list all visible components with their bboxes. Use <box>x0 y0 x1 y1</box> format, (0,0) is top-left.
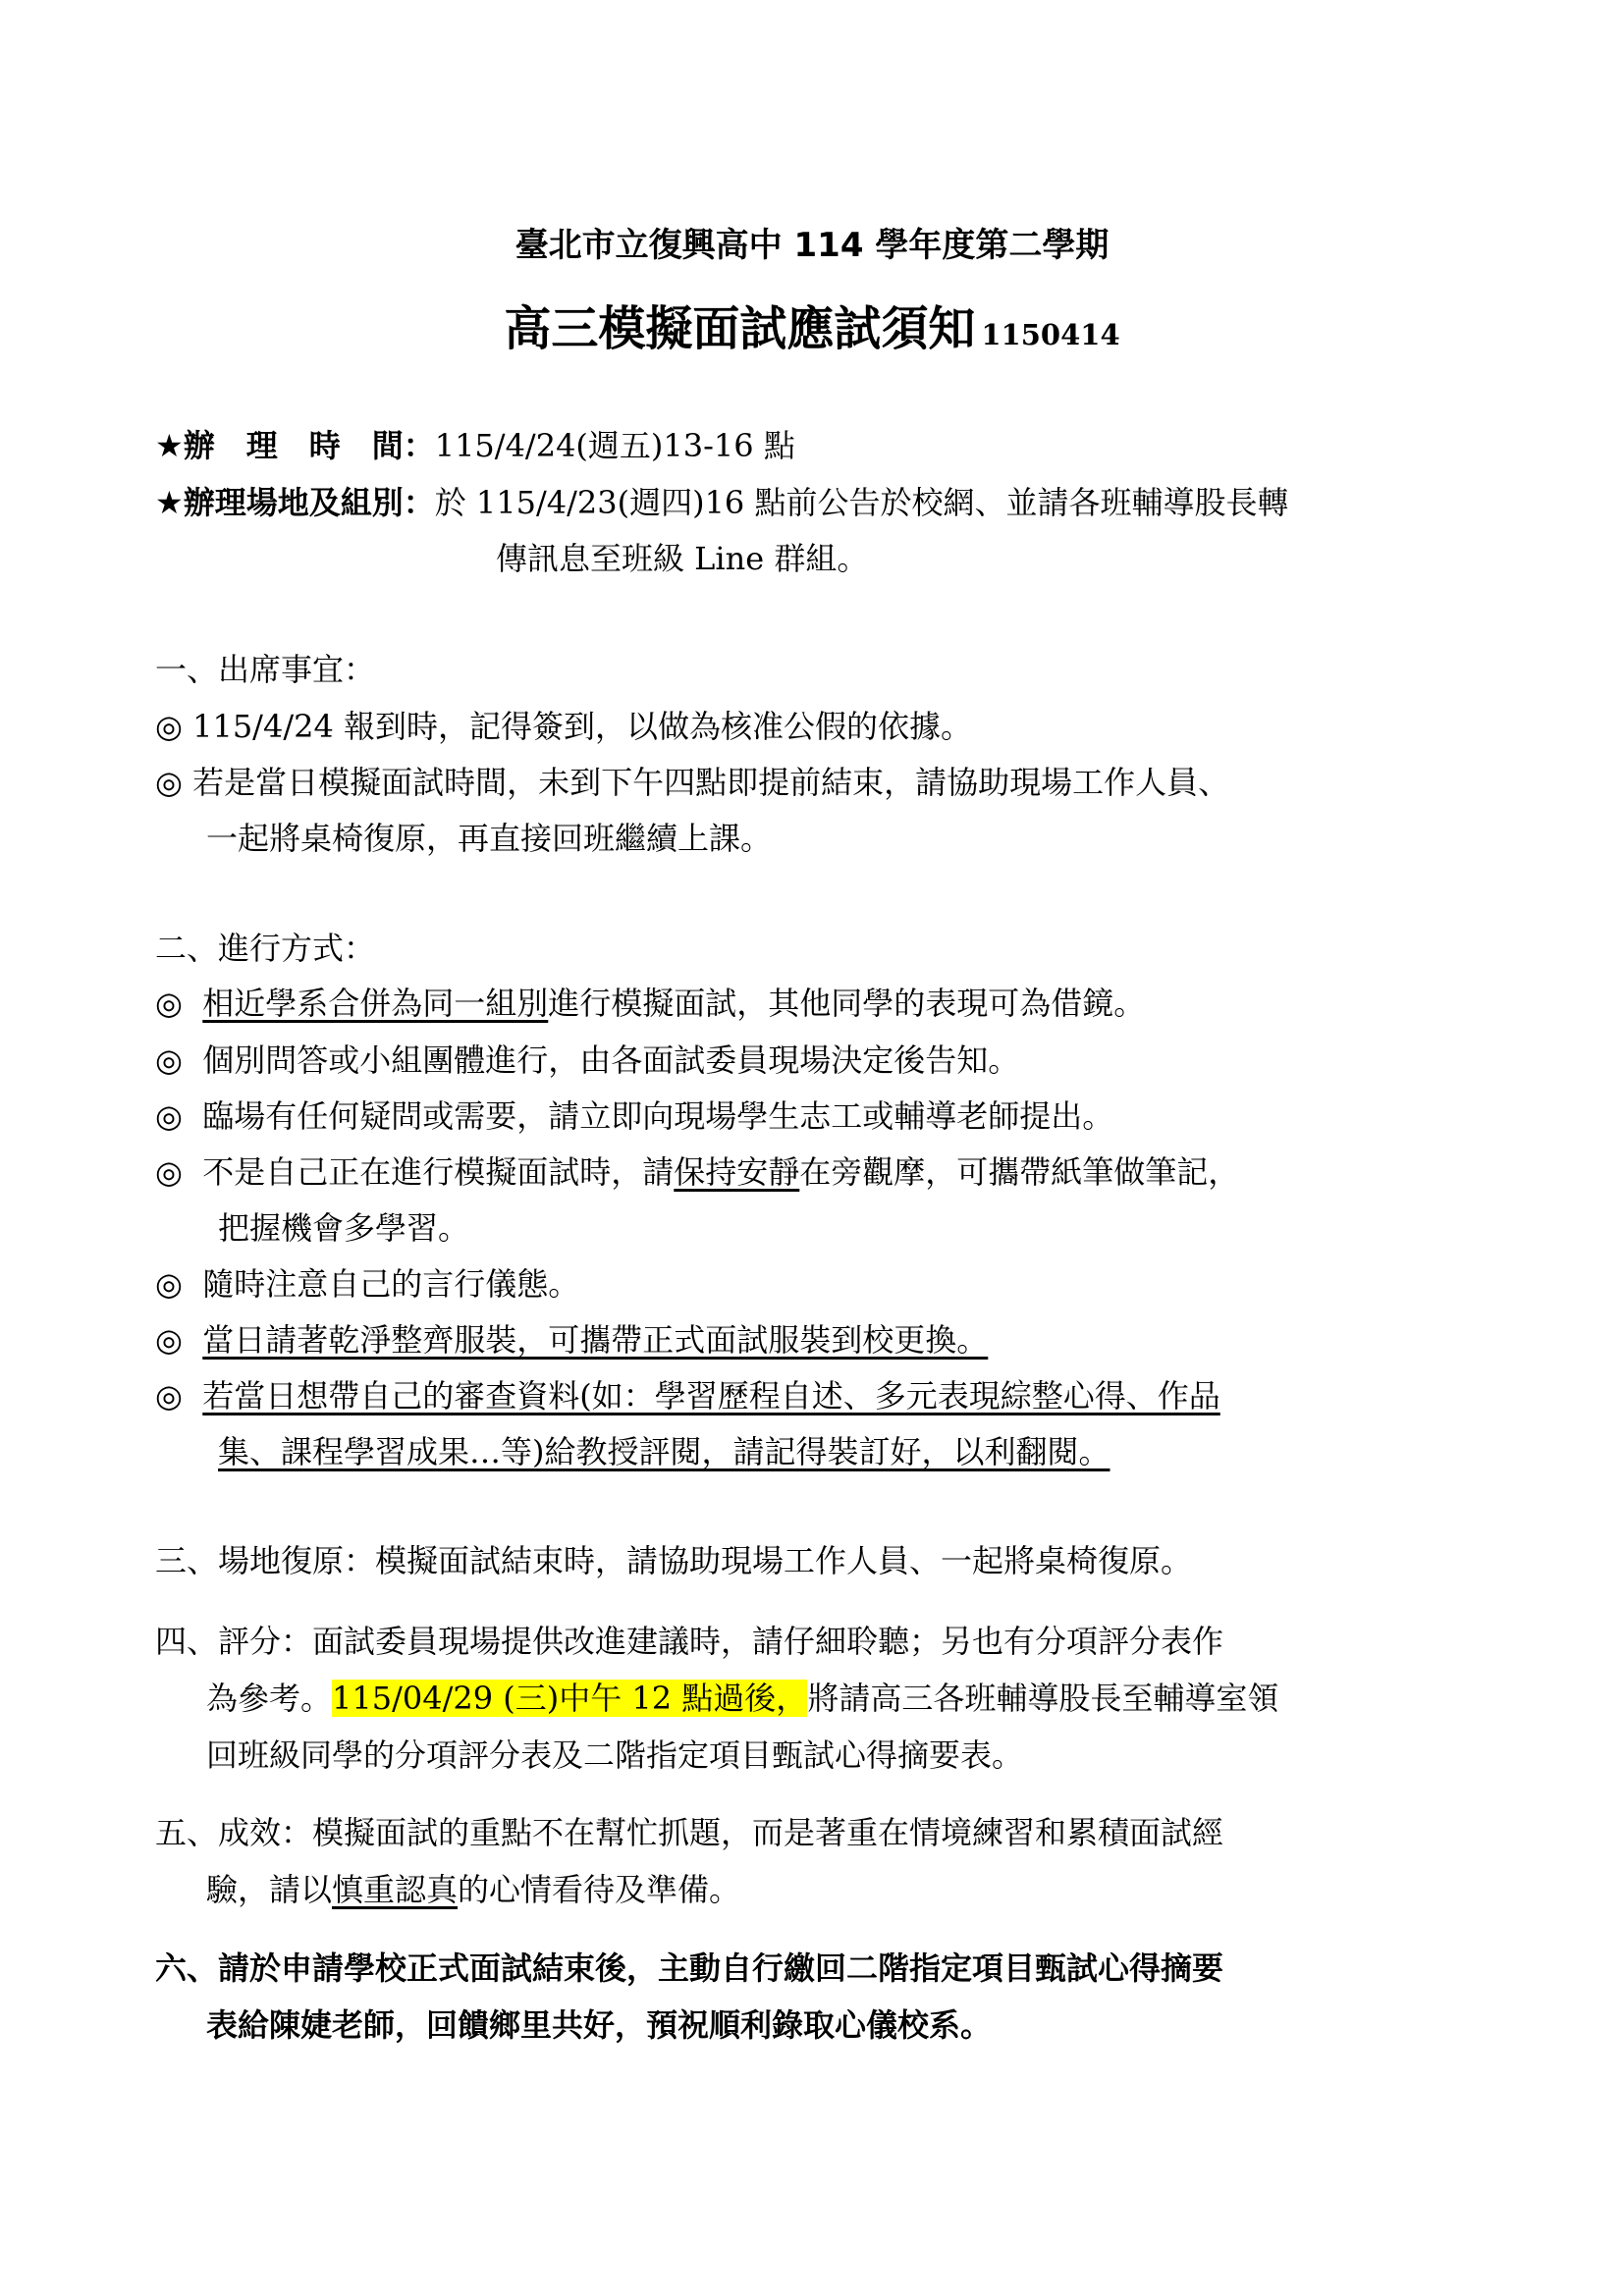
bullet-icon: ◎ <box>155 1097 183 1135</box>
venue-value-line1: 於 115/4/23(週四)16 點前公告於校網、並請各班輔導股長轉 <box>434 484 1289 521</box>
item-text: 臨場有任何疑問或需要，請立即向現場學生志工或輔導老師提出。 <box>202 1097 1114 1135</box>
bullet-icon: ◎ <box>155 1153 183 1191</box>
section4-line1: 四、評分：面試委員現場提供改進建議時，請仔細聆聽；另也有分項評分表作 <box>155 1623 1224 1660</box>
item-text: 將請高三各班輔導股長至輔導室領 <box>807 1680 1279 1717</box>
section5-line1: 五、成效：模擬面試的重點不在幫忙抓題，而是著重在情境練習和累積面試經 <box>155 1814 1224 1851</box>
title-text: 高三模擬面試應試須知 <box>504 301 976 356</box>
item-text: 不是自己正在進行模擬面試時，請 <box>202 1153 675 1191</box>
section2-item4-line1 <box>155 1150 1471 1194</box>
bullet-icon: ◎ <box>155 1265 183 1303</box>
section6-line2: 表給陳婕老師，回饋鄉里共好，預祝順利錄取心儀校系。 <box>206 2006 993 2044</box>
section2-item5 <box>155 1262 1471 1306</box>
underlined-text: 相近學系合併為同一組別 <box>202 985 549 1022</box>
underlined-text: 若當日想帶自己的審查資料(如：學習歷程自述、多元表現綜整心得、作品 <box>202 1377 1220 1415</box>
section1-item1: ◎ 115/4/24 報到時，記得簽到，以做為核准公假的依據。 <box>155 708 972 745</box>
bullet-icon: ◎ <box>155 1321 183 1359</box>
highlighted-date: 115/04/29 (三)中午 12 點過後， <box>332 1680 808 1717</box>
underlined-text: 集、課程學習成果…等)給教授評閱，請記得裝訂好，以利翻閱。 <box>218 1433 1110 1470</box>
section1-item2-line2: 一起將桌椅復原，再直接回班繼續上課。 <box>206 820 773 857</box>
item-text: 個別問答或小組團體進行，由各面試委員現場決定後告知。 <box>202 1041 1020 1079</box>
item-text: 進行模擬面試，其他同學的表現可為借鏡。 <box>548 985 1146 1022</box>
bullet-icon: ◎ <box>155 985 183 1022</box>
item-text: 驗，請以 <box>206 1871 333 1908</box>
section5-line2 <box>206 1868 1522 1911</box>
section1-item2-line1: ◎ 若是當日模擬面試時間，未到下午四點即提前結束，請協助現場工作人員、 <box>155 764 1230 801</box>
section1-heading: 一、出席事宜： <box>155 651 376 688</box>
bullet-icon: ◎ <box>155 1377 183 1415</box>
item-text: 為參考。 <box>206 1680 333 1717</box>
item-text: 的心情看待及準備。 <box>458 1871 741 1908</box>
section2-item1 <box>155 982 1471 1025</box>
section4-line3: 回班級同學的分項評分表及二階指定項目甄試心得摘要表。 <box>206 1736 1024 1774</box>
section2-item4-line2: 把握機會多學習。 <box>218 1209 470 1247</box>
section6-line1: 六、請於申請學校正式面試結束後，主動自行繳回二階指定項目甄試心得摘要 <box>155 1949 1224 1987</box>
section2-item7-line2 <box>218 1430 1534 1473</box>
venue-label: ★辦理場地及組別： <box>155 484 435 521</box>
underlined-text: 慎重認真 <box>332 1871 459 1908</box>
bullet-icon: ◎ <box>155 1041 183 1079</box>
venue-row <box>155 481 1471 524</box>
section2-item7-line1 <box>155 1374 1471 1417</box>
item-text: 在旁觀摩，可攜帶紙筆做筆記， <box>799 1153 1240 1191</box>
section2-item2 <box>155 1039 1471 1082</box>
section3-text: 三、場地復原：模擬面試結束時，請協助現場工作人員、一起將桌椅復原。 <box>155 1542 1193 1579</box>
section2-item6 <box>155 1318 1471 1362</box>
section2-item3 <box>155 1095 1471 1138</box>
time-value: 115/4/24(週五)13-16 點 <box>434 427 795 464</box>
underlined-text: 當日請著乾淨整齊服裝，可攜帶正式面試服裝到校更換。 <box>202 1321 989 1359</box>
time-row <box>155 424 1471 467</box>
time-label: ★辦 理 時 間： <box>155 427 435 464</box>
document-title <box>0 300 1624 363</box>
underlined-text: 保持安靜 <box>674 1153 800 1191</box>
item-text: 隨時注意自己的言行儀態。 <box>202 1265 580 1303</box>
section2-heading: 二、進行方式： <box>155 930 376 967</box>
school-semester-heading: 臺北市立復興高中 114 學年度第二學期 <box>514 226 1110 265</box>
document-code: 1150414 <box>981 318 1120 351</box>
section4-line2 <box>206 1677 1522 1720</box>
venue-value-line2: 傳訊息至班級 Line 群組。 <box>496 540 869 577</box>
